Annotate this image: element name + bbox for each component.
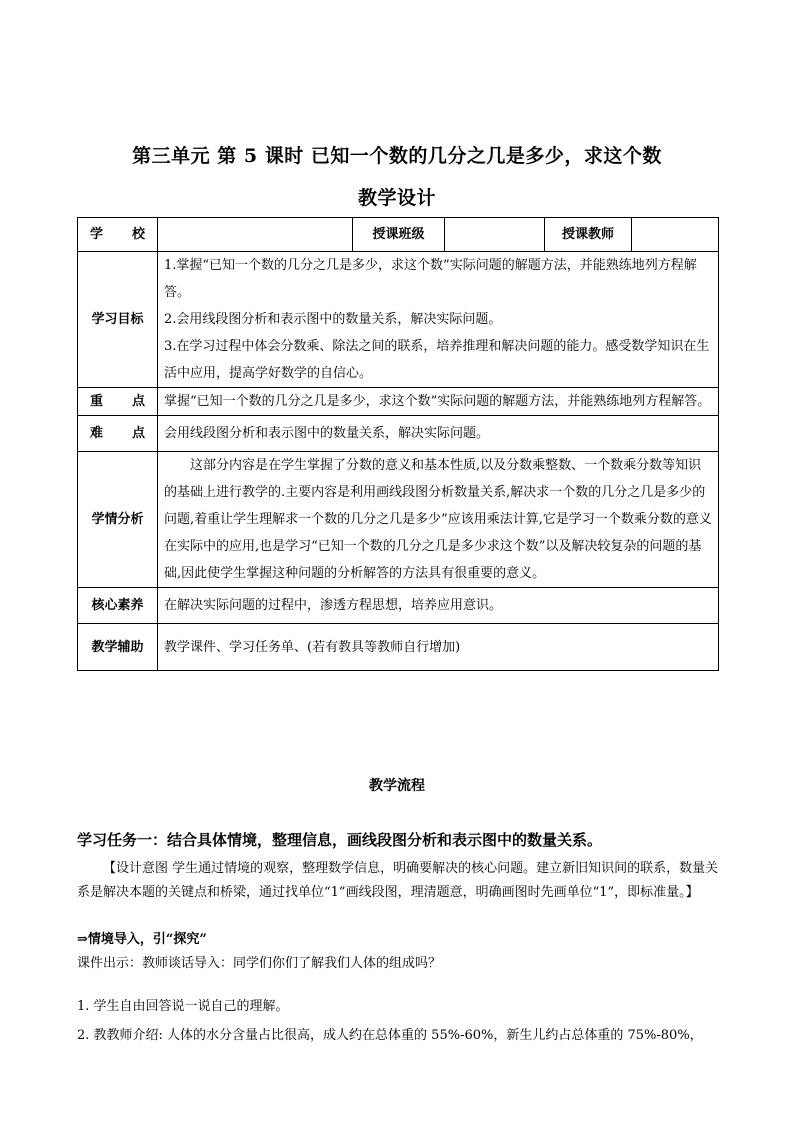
table-row [78, 452, 719, 588]
table-row [78, 624, 719, 671]
list-item: 2. 教教师介绍: 人体的水分含量占比很高，成人约在总体重的 55%-60%，新生儿约占总体重的 75%-80%， [77, 1028, 703, 1043]
difficulty-label: 难 点 [78, 416, 158, 452]
task-heading: 学习任务一：结合具体情境，整理信息，画线段图分析和表示图中的数量关系。 [77, 831, 603, 849]
key-point-value: 掌握“已知一个数的几分之几是多少，求这个数”实际问题的解题方法，并能熟练地列方程解答。 [158, 388, 719, 416]
analysis-label: 学情分析 [78, 452, 158, 588]
table-row [78, 252, 719, 388]
teacher-label: 授课教师 [545, 218, 632, 252]
objective-item: 3.在学习过程中体会分数乘、除法之间的联系，培养推理和解决问题的能力。感受数学知识在生活中应用，提高学好数学的自信心。 [164, 339, 710, 381]
table-row [78, 218, 719, 252]
difficulty-value: 会用线段图分析和表示图中的数量关系，解决实际问题。 [158, 416, 719, 452]
analysis-value: 这部分内容是在学生掌握了分数的意义和基本性质,以及分数乘整数、一个数乘分数等知识的基础上进行教学的.主要内容是利用画线段图分析数量关系,解决求一个数的几分之几是多少的问题,着重让学生理解求一个数的几分之几是多少”应该用乘法计算,它是学习一个数乘分数的意义在实际中的应用,也是学习“已知一个数的几分之几是多少求这个数”以及解决较复杂的问题的基础,因此使学生掌握这种问题的分析解答的方法具有很重要的意义。 [158, 452, 719, 588]
class-label: 授课班级 [353, 218, 445, 252]
aids-value: 教学课件、学习任务单、(若有教具等教师自行增加) [158, 624, 719, 671]
design-intent [77, 857, 727, 905]
table-row [78, 388, 719, 416]
table-row [78, 416, 719, 452]
design-intent-text: 【设计意图 学生通过情境的观察，整理数学信息，明确要解决的核心问题。建立新旧知识间的联系，数量关系是解决本题的关键点和桥梁，通过找单位“1”画线段图，理清题意，明确画图时先画单位“1”，即标准量。】 [77, 861, 719, 900]
school-label: 学 校 [78, 218, 158, 252]
objective-item: 1.掌握“已知一个数的几分之几是多少，求这个数”实际问题的解题方法，并能熟练地列方程解答。 [164, 258, 697, 300]
literacy-label: 核心素养 [78, 588, 158, 624]
teacher-value [632, 218, 719, 252]
courseware-text: 课件出示：教师谈话导入：同学们你们了解我们人体的组成吗？ [77, 956, 442, 971]
section-heading: 教学流程 [369, 778, 425, 794]
sub-heading: ⇒情境导入，引“探究” [77, 932, 207, 947]
table-row [78, 588, 719, 624]
school-value [158, 218, 353, 252]
aids-label: 教学辅助 [78, 624, 158, 671]
objectives-label: 学习目标 [78, 252, 158, 388]
lesson-info-table [77, 217, 719, 671]
objectives-cell [158, 252, 719, 388]
literacy-value: 在解决实际问题的过程中，渗透方程思想，培养应用意识。 [158, 588, 719, 624]
key-point-label: 重 点 [78, 388, 158, 416]
page-subtitle: 教学设计 [357, 187, 436, 209]
objective-item: 2.会用线段图分析和表示图中的数量关系，解决实际问题。 [164, 312, 502, 327]
list-item: 1. 学生自由回答说一说自己的理解。 [77, 999, 289, 1014]
page-title: 第三单元 第 5 课时 已知一个数的几分之几是多少，求这个数 [132, 145, 662, 167]
class-value [445, 218, 545, 252]
